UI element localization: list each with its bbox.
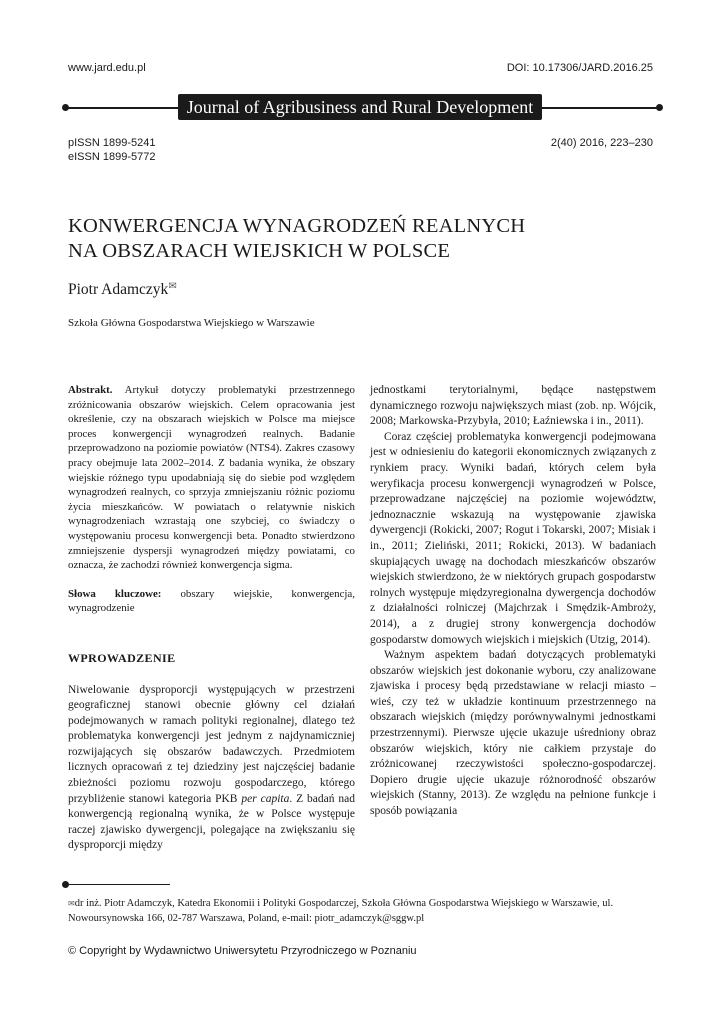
keywords-text: obszary wiejskie, konwergencja, wynagrodzenie (68, 587, 355, 615)
intro-paragraph-1-italic: per capita (241, 792, 290, 805)
footnote (68, 897, 658, 926)
article-title-line-1: KONWERGENCJA WYNAGRODZEŃ REALNYCH (68, 215, 526, 237)
abstract-text: Artykuł dotyczy problematyki przestrzennego zróżnicowania obszarów wiejskich. Celem opracowania jest określenie, czy na obszarach wiejskich w Polsce ma miejsce proces konwergencji wynagrodzeń realnych. Badanie przeprowadzono na poziomie powiatów (NTS4). Zakres czasowy pracy obejmuje lata 2002–2014. Z badania wynika, że obszary wiejskie różnego typu upodabniają się do siebie pod względem wynagrodzeń realnych, co sprzyja zmniejszaniu różnic poziomu życia mieszkańców. W powiatach o relatywnie niskich wynagrodzeniach wzrastają one szybciej, co świadczy o występowaniu procesu konwergencji beta. Ponadto stwierdzono zmniejszenie dyspersji wynagrodzeń między powiatami, co oznacza, że zachodzi również konwergencja sigma. (68, 384, 355, 572)
header-rule-dot-right (656, 104, 663, 111)
intro-paragraph-3: Ważnym aspektem badań dotyczących problematyki obszarów wiejskich jest dokonanie wyboru, czy analizowane zjawiska i procesy będą przedstawiane w relacji miasto – wieś, czy też w układzie kontinuum przestrzennego na obszarach wiejskich (między porównywalnymi jednostkami przestrzennymi). Pierwsze ujęcie ukazuje uśredniony obraz obszarów wiejskich, który nie całkiem przystaje do zróżnicowanej rzeczywistości społeczno-gospodarczej. Dopiero drugie ujęcie ukazuje różnorodność obszarów wiejskich (Stanny, 2013). Ze względu na pełnione funkcje i sposób powiązania (370, 649, 656, 818)
article-title-line-2: NA OBSZARACH WIEJSKICH W POLSCE (68, 240, 451, 262)
right-column (370, 383, 656, 820)
journal-url[interactable]: www.jard.edu.pl (68, 62, 146, 74)
intro-paragraph-1 (68, 683, 355, 855)
footnote-rule-dot (62, 881, 69, 888)
footnote-rule (66, 884, 170, 885)
keywords-label: Słowa kluczowe: (68, 587, 162, 600)
pissn-label: pISSN 1899-5241 (68, 137, 156, 149)
author-name (68, 281, 177, 299)
affiliation: Szkoła Główna Gospodarstwa Wiejskiego w Warszawie (68, 317, 315, 329)
intro-paragraph-1-continued: jednostkami terytorialnymi, będące następstwem dynamicznego rozwoju największych miast (zob. np. Wójcik, 2008; Markowska-Przybyła, 2010; Łaźniewska i in., 2011). (370, 384, 656, 428)
mail-icon: ✉ (168, 281, 177, 292)
eissn-label: eISSN 1899-5772 (68, 151, 156, 163)
abstract-label: Abstrakt. (68, 384, 113, 396)
keywords (68, 587, 355, 616)
doi-label[interactable]: DOI: 10.17306/JARD.2016.25 (506, 62, 653, 74)
copyright-notice: © Copyright by Wydawnictwo Uniwersytetu Przyrodniczego w Poznaniu (68, 945, 417, 957)
journal-title-banner: Journal of Agribusiness and Rural Development (178, 94, 542, 120)
article-title (68, 214, 668, 264)
intro-paragraph-2: Coraz częściej problematyka konwergencji podejmowana jest w odniesieniu do kategorii ekonomicznych związanych z rynkiem pracy. Wyniki badań, których celem była weryfikacja procesu konwergencji wynagrodzeń w Polsce, przeprowadzane najczęściej na poziomie województw, jednoznacznie wskazują na występowanie zjawiska dywergencji (Rokicki, 2007; Rogut i Tokarski, 2007; Misiak i in., 2011; Zieliński, 2011; Rokicki, 2013). W badaniach skupiających uwagę na dochodach mieszkańców obszarów wiejskich stwierdzono, że w niektórych grupach gospodarstw rolnych występuje międzyregionalna dywergencja dochodów z działalności rolniczej (Majchrzak i Smędzik-Ambroży, 2014), a z drugiej strony konwergencja dochodów gospodarstw domowych wiejskich i miejskich (Utzig, 2014). (370, 430, 656, 646)
left-column (68, 383, 355, 854)
intro-paragraph-1-part-a: Niwelowanie dysproporcji występujących w przestrzeni geograficznej stanowi obecnie główny cel działań podejmowanych w ramach polityki regionalnej, dlatego też problematyka konwergencji jest jednym z najdynamiczniej rozwijających się obszarów badawczych. Przedmiotem licznych opracowań z tej dziedziny jest najczęściej badanie zbieżności poziomu rozwoju gospodarczego, którego przybliżenie stanowi kategoria PKB (68, 683, 355, 805)
author-name-text: Piotr Adamczyk (68, 281, 169, 298)
footnote-mail-icon: ✉ (68, 899, 75, 908)
header-rule-dot-left (62, 104, 69, 111)
intro-paragraph-1-part-b: . Z badań nad konwergencją regionalną wynika, że w Polsce występuje raczej zjawisko dywergencji, polegające na zwiększaniu się dysproporcji między (68, 792, 356, 852)
section-heading: WPROWADZENIE (68, 650, 176, 665)
footnote-text: dr inż. Piotr Adamczyk, Katedra Ekonomii i Polityki Gospodarczej, Szkoła Główna Gospodarstwa Wiejskiego w Warszawie, ul. Nowoursynowska 166, 02-787 Warszawa, Poland, e-mail: piotr_adamczyk@sggw.pl (68, 898, 614, 924)
issue-label: 2(40) 2016, 223–230 (550, 137, 653, 149)
abstract (68, 383, 355, 573)
